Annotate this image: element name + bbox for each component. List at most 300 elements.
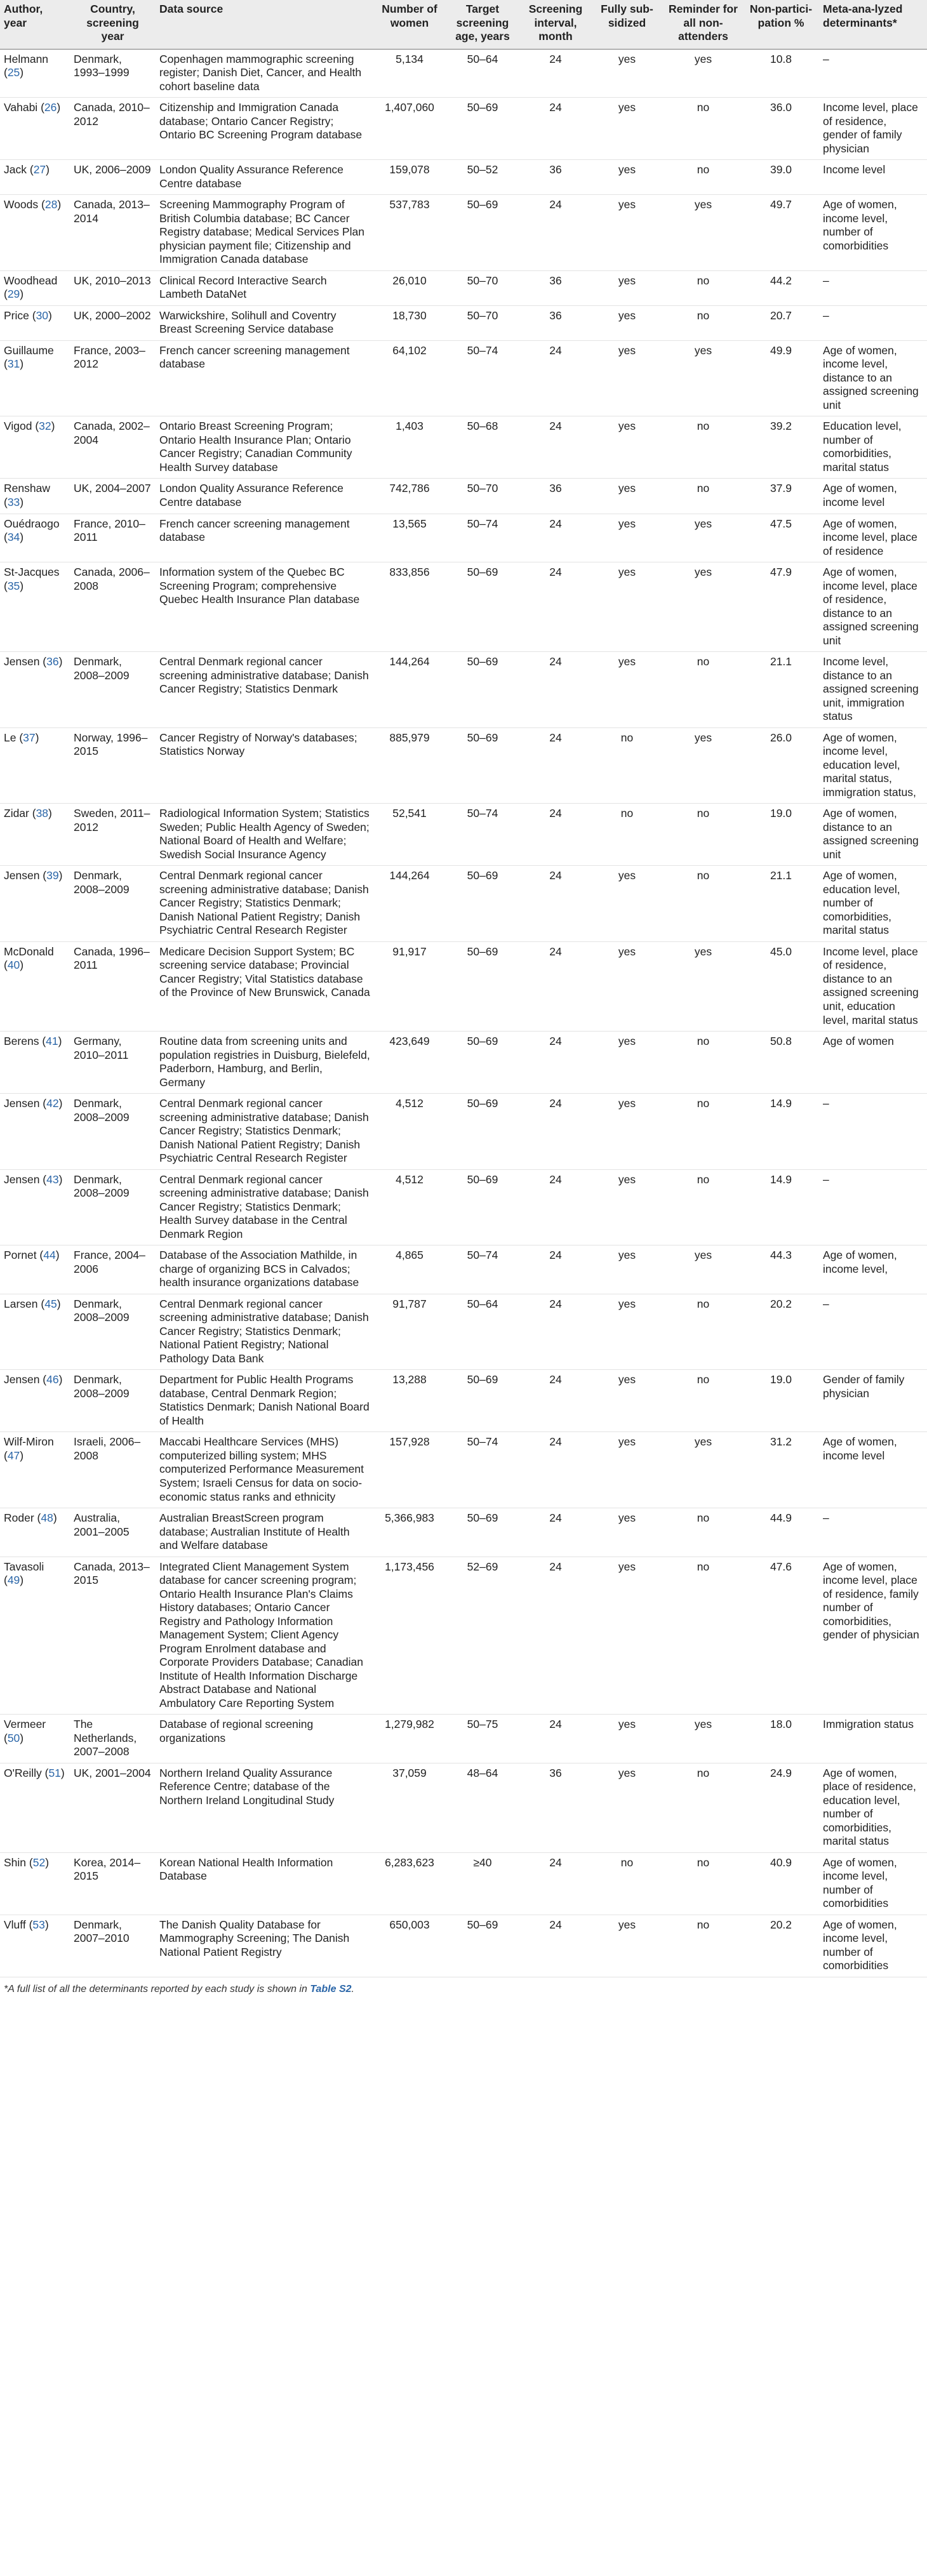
cell-determinants: Income level: [819, 160, 927, 195]
author-name: Shin: [4, 1856, 27, 1869]
cell-data-source: Citizenship and Immigration Canada database; Ontario Cancer Registry; Ontario BC Screening Program database: [156, 98, 375, 160]
cell-nonparticipation: 31.2: [743, 1432, 819, 1508]
cell-data-source: Warwickshire, Solihull and Coventry Breast Screening Service database: [156, 305, 375, 340]
cell-subsidized: yes: [590, 1715, 664, 1763]
author-name: Woods: [4, 198, 39, 211]
cell-subsidized: yes: [590, 479, 664, 514]
cell-number-women: 144,264: [375, 652, 444, 728]
cell-data-source: French cancer screening management database: [156, 514, 375, 562]
cell-reminder: no: [664, 1763, 743, 1852]
cell-reminder: no: [664, 1915, 743, 1977]
cell-number-women: 5,134: [375, 49, 444, 98]
reference-link[interactable]: 28: [44, 198, 58, 211]
cell-determinants: –: [819, 1294, 927, 1370]
reference-link[interactable]: 39: [46, 869, 59, 882]
author-name: Tavasoli: [4, 1560, 44, 1573]
table-row: [0, 652, 927, 728]
cell-country: Denmark, 2008–2009: [70, 652, 156, 728]
cell-nonparticipation: 44.9: [743, 1508, 819, 1557]
cell-target-age: 50–69: [444, 727, 521, 804]
cell-target-age: ≥40: [444, 1852, 521, 1915]
reference-link[interactable]: 41: [46, 1035, 58, 1048]
cell-data-source: Northern Ireland Quality Assurance Reference Centre; database of the Northern Ireland Longitudinal Study: [156, 1763, 375, 1852]
cell-nonparticipation: 49.7: [743, 195, 819, 271]
cell-reminder: no: [664, 1032, 743, 1094]
reference-link[interactable]: 46: [46, 1373, 59, 1386]
cell-target-age: 50–74: [444, 340, 521, 416]
cell-number-women: 1,403: [375, 416, 444, 479]
reference-link[interactable]: 32: [39, 420, 51, 433]
header-subsidized: Fully sub-sidized: [590, 0, 664, 49]
cell-interval: 24: [521, 416, 590, 479]
cell-reminder: yes: [664, 562, 743, 652]
cell-reminder: yes: [664, 1432, 743, 1508]
author-name: Jack: [4, 163, 27, 176]
cell-determinants: –: [819, 1508, 927, 1557]
header-determinants: Meta-ana-lyzed determinants*: [819, 0, 927, 49]
author-name: Jensen: [4, 655, 40, 668]
table-row: [0, 1915, 927, 1977]
reference-link[interactable]: 47: [7, 1449, 20, 1462]
cell-country: UK, 2006–2009: [70, 160, 156, 195]
cell-country: Canada, 1996–2011: [70, 941, 156, 1031]
cell-reminder: no: [664, 866, 743, 942]
cell-reminder: no: [664, 804, 743, 866]
reference-link[interactable]: 42: [46, 1097, 59, 1110]
reference-link[interactable]: 29: [7, 288, 20, 301]
cell-subsidized: yes: [590, 270, 664, 305]
author-name: Larsen: [4, 1297, 38, 1310]
cell-reminder: no: [664, 1852, 743, 1915]
cell-author: Woodhead (29): [0, 270, 70, 305]
cell-country: Norway, 1996–2015: [70, 727, 156, 804]
cell-country: Canada, 2013–2014: [70, 195, 156, 271]
cell-subsidized: yes: [590, 1032, 664, 1094]
cell-nonparticipation: 20.2: [743, 1915, 819, 1977]
cell-country: Denmark, 1993–1999: [70, 49, 156, 98]
author-name: Vigod: [4, 420, 32, 433]
reference-link[interactable]: 27: [33, 163, 46, 176]
cell-country: UK, 2000–2002: [70, 305, 156, 340]
cell-nonparticipation: 19.0: [743, 804, 819, 866]
cell-reminder: yes: [664, 1245, 743, 1294]
table-row: [0, 941, 927, 1031]
cell-subsidized: yes: [590, 98, 664, 160]
cell-determinants: Age of women: [819, 1032, 927, 1094]
cell-country: France, 2004–2006: [70, 1245, 156, 1294]
cell-target-age: 50–75: [444, 1715, 521, 1763]
cell-subsidized: yes: [590, 1294, 664, 1370]
cell-nonparticipation: 39.0: [743, 160, 819, 195]
table-row: [0, 1169, 927, 1245]
reference-link[interactable]: 40: [7, 959, 20, 972]
cell-nonparticipation: 47.5: [743, 514, 819, 562]
cell-subsidized: yes: [590, 1094, 664, 1170]
reference-link[interactable]: 37: [23, 731, 36, 744]
cell-author: Jensen (39): [0, 866, 70, 942]
cell-data-source: Routine data from screening units and population registries in Duisburg, Bielefeld, Paderborn, Hamburg, and Berlin, Germany: [156, 1032, 375, 1094]
cell-data-source: Central Denmark regional cancer screening administrative database; Danish Cancer Registry; Statistics Denmark; Danish National Patient Registry; Danish Psychiatric Central Research Register: [156, 866, 375, 942]
cell-number-women: 4,512: [375, 1169, 444, 1245]
cell-determinants: Immigration status: [819, 1715, 927, 1763]
cell-interval: 24: [521, 1032, 590, 1094]
author-name: Wilf-Miron: [4, 1435, 54, 1449]
cell-reminder: no: [664, 1094, 743, 1170]
cell-author: Le (37): [0, 727, 70, 804]
cell-reminder: no: [664, 1508, 743, 1557]
cell-number-women: 742,786: [375, 479, 444, 514]
cell-number-women: 26,010: [375, 270, 444, 305]
cell-reminder: yes: [664, 1715, 743, 1763]
author-name: Ouédraogo: [4, 517, 60, 530]
header-reminder: Reminder for all non-attenders: [664, 0, 743, 49]
cell-interval: 24: [521, 562, 590, 652]
author-name: Jensen: [4, 1172, 40, 1186]
cell-subsidized: yes: [590, 416, 664, 479]
cell-country: Denmark, 2008–2009: [70, 1169, 156, 1245]
cell-nonparticipation: 37.9: [743, 479, 819, 514]
cell-interval: 24: [521, 514, 590, 562]
cell-number-women: 13,288: [375, 1370, 444, 1432]
table-row: [0, 1763, 927, 1852]
cell-country: Denmark, 2007–2010: [70, 1915, 156, 1977]
reference-link[interactable]: 25: [7, 66, 20, 79]
cell-nonparticipation: 49.9: [743, 340, 819, 416]
cell-determinants: Age of women, distance to an assigned screening unit: [819, 804, 927, 866]
cell-number-women: 91,787: [375, 1294, 444, 1370]
cell-target-age: 50–74: [444, 804, 521, 866]
cell-subsidized: yes: [590, 49, 664, 98]
author-name: Le: [4, 731, 17, 744]
cell-nonparticipation: 21.1: [743, 866, 819, 942]
cell-interval: 24: [521, 1370, 590, 1432]
cell-number-women: 423,649: [375, 1032, 444, 1094]
cell-subsidized: yes: [590, 195, 664, 271]
cell-subsidized: yes: [590, 1763, 664, 1852]
reference-link[interactable]: 38: [36, 807, 49, 820]
table-row: [0, 1432, 927, 1508]
cell-nonparticipation: 19.0: [743, 1370, 819, 1432]
cell-reminder: no: [664, 416, 743, 479]
table-row: [0, 1508, 927, 1557]
author-name: Jensen: [4, 1097, 40, 1110]
cell-determinants: –: [819, 270, 927, 305]
cell-determinants: Income level, distance to an assigned screening unit, immigration status: [819, 652, 927, 728]
cell-target-age: 50–69: [444, 941, 521, 1031]
header-data-source: Data source: [156, 0, 375, 49]
cell-determinants: –: [819, 305, 927, 340]
cell-target-age: 50–69: [444, 866, 521, 942]
table-row: [0, 305, 927, 340]
cell-interval: 24: [521, 866, 590, 942]
table-row: [0, 514, 927, 562]
cell-target-age: 50–69: [444, 1169, 521, 1245]
cell-country: Canada, 2002–2004: [70, 416, 156, 479]
cell-interval: 36: [521, 479, 590, 514]
cell-interval: 24: [521, 1432, 590, 1508]
cell-reminder: yes: [664, 727, 743, 804]
cell-interval: 24: [521, 652, 590, 728]
cell-interval: 24: [521, 804, 590, 866]
reference-link[interactable]: 33: [7, 495, 20, 508]
cell-subsidized: yes: [590, 1245, 664, 1294]
cell-nonparticipation: 21.1: [743, 652, 819, 728]
cell-nonparticipation: 20.7: [743, 305, 819, 340]
table-row: [0, 1852, 927, 1915]
cell-subsidized: yes: [590, 1508, 664, 1557]
cell-target-age: 50–74: [444, 1245, 521, 1294]
cell-nonparticipation: 14.9: [743, 1094, 819, 1170]
cell-author: Jensen (36): [0, 652, 70, 728]
table-row: [0, 1557, 927, 1715]
cell-data-source: Medicare Decision Support System; BC screening service database; Provincial Cancer Registry; Vital Statistics database of the Province of New Brunswick, Canada: [156, 941, 375, 1031]
cell-country: UK, 2010–2013: [70, 270, 156, 305]
cell-author: Guillaume (31): [0, 340, 70, 416]
cell-subsidized: yes: [590, 160, 664, 195]
cell-determinants: Income level, place of residence, distance to an assigned screening unit, education level, marital status: [819, 941, 927, 1031]
cell-interval: 24: [521, 195, 590, 271]
header-target-age: Target screening age, years: [444, 0, 521, 49]
footnote-end: .: [351, 1984, 354, 1995]
cell-determinants: Gender of family physician: [819, 1370, 927, 1432]
cell-target-age: 50–69: [444, 1032, 521, 1094]
author-name: O'Reilly: [4, 1766, 42, 1779]
cell-number-women: 5,366,983: [375, 1508, 444, 1557]
cell-determinants: –: [819, 49, 927, 98]
table-row: [0, 727, 927, 804]
reference-link[interactable]: 26: [44, 101, 57, 114]
cell-subsidized: no: [590, 1852, 664, 1915]
cell-data-source: Radiological Information System; Statistics Sweden; Public Health Agency of Sweden; National Board of Health and Welfare; Swedish Social Insurance Agency: [156, 804, 375, 866]
reference-link[interactable]: 44: [43, 1249, 56, 1262]
cell-interval: 24: [521, 1715, 590, 1763]
cell-reminder: yes: [664, 941, 743, 1031]
cell-number-women: 537,783: [375, 195, 444, 271]
table-row: [0, 49, 927, 98]
cell-subsidized: no: [590, 727, 664, 804]
cell-country: UK, 2001–2004: [70, 1763, 156, 1852]
cell-author: Roder (48): [0, 1508, 70, 1557]
cell-interval: 24: [521, 98, 590, 160]
cell-determinants: Age of women, income level, place of residence, family number of comorbidities, gender of physician: [819, 1557, 927, 1715]
author-name: Woodhead: [4, 274, 58, 287]
cell-determinants: Age of women, education level, number of comorbidities, marital status: [819, 866, 927, 942]
cell-author: Zidar (38): [0, 804, 70, 866]
cell-nonparticipation: 14.9: [743, 1169, 819, 1245]
cell-target-age: 50–69: [444, 1508, 521, 1557]
cell-reminder: no: [664, 1370, 743, 1432]
cell-subsidized: yes: [590, 340, 664, 416]
reference-link[interactable]: 45: [44, 1297, 57, 1310]
cell-target-age: 50–52: [444, 160, 521, 195]
cell-data-source: Central Denmark regional cancer screening administrative database; Danish Cancer Registry; Statistics Denmark; Health Survey database in the Central Denmark Region: [156, 1169, 375, 1245]
cell-author: Vermeer (50): [0, 1715, 70, 1763]
cell-author: Vluff (53): [0, 1915, 70, 1977]
reference-link[interactable]: 34: [7, 531, 20, 544]
header-row: [0, 0, 927, 49]
cell-data-source: French cancer screening management database: [156, 340, 375, 416]
cell-target-age: 50–74: [444, 1432, 521, 1508]
table-row: [0, 1370, 927, 1432]
cell-target-age: 50–69: [444, 652, 521, 728]
cell-number-women: 650,003: [375, 1915, 444, 1977]
reference-link[interactable]: 35: [7, 579, 20, 592]
cell-data-source: The Danish Quality Database for Mammography Screening; The Danish National Patient Registry: [156, 1915, 375, 1977]
cell-subsidized: yes: [590, 1370, 664, 1432]
reference-link[interactable]: 30: [36, 309, 49, 322]
table-row: [0, 562, 927, 652]
header-author: Author, year: [0, 0, 70, 49]
author-name: Price: [4, 309, 29, 322]
cell-interval: 24: [521, 49, 590, 98]
cell-determinants: Age of women, place of residence, education level, number of comorbidities, marital status: [819, 1763, 927, 1852]
cell-interval: 24: [521, 941, 590, 1031]
reference-link[interactable]: 36: [46, 655, 59, 668]
cell-author: Pornet (44): [0, 1245, 70, 1294]
cell-determinants: Age of women, income level, distance to an assigned screening unit: [819, 340, 927, 416]
cell-subsidized: yes: [590, 562, 664, 652]
cell-data-source: Screening Mammography Program of British Columbia database; BC Cancer Registry database; Medical Services Plan physician payment file; Citizenship and Immigration Canada database: [156, 195, 375, 271]
author-name: Vluff: [4, 1918, 26, 1931]
cell-data-source: Department for Public Health Programs database, Central Denmark Region; Statistics Denmark; Danish National Board of Health: [156, 1370, 375, 1432]
cell-number-women: 4,865: [375, 1245, 444, 1294]
author-name: Vahabi: [4, 101, 38, 114]
header-country: Country, screening year: [70, 0, 156, 49]
author-name: Pornet: [4, 1249, 37, 1262]
cell-target-age: 50–64: [444, 1294, 521, 1370]
cell-country: Denmark, 2008–2009: [70, 866, 156, 942]
cell-number-women: 833,856: [375, 562, 444, 652]
cell-author: Price (30): [0, 305, 70, 340]
cell-number-women: 159,078: [375, 160, 444, 195]
cell-number-women: 1,173,456: [375, 1557, 444, 1715]
cell-subsidized: yes: [590, 1432, 664, 1508]
header-interval: Screening interval, month: [521, 0, 590, 49]
cell-target-age: 50–74: [444, 514, 521, 562]
cell-nonparticipation: 18.0: [743, 1715, 819, 1763]
cell-data-source: London Quality Assurance Reference Centre database: [156, 160, 375, 195]
cell-number-women: 6,283,623: [375, 1852, 444, 1915]
cell-interval: 24: [521, 1915, 590, 1977]
cell-data-source: London Quality Assurance Reference Centre database: [156, 479, 375, 514]
table-row: [0, 804, 927, 866]
header-nonparticipation: Non-partici-pation %: [743, 0, 819, 49]
cell-author: Jensen (43): [0, 1169, 70, 1245]
cell-country: Sweden, 2011–2012: [70, 804, 156, 866]
cell-nonparticipation: 44.2: [743, 270, 819, 305]
reference-link[interactable]: 31: [7, 357, 20, 371]
cell-country: Canada, 2013–2015: [70, 1557, 156, 1715]
author-name: Guillaume: [4, 343, 54, 357]
cell-data-source: Central Denmark regional cancer screening administrative database; Danish Cancer Registry; Statistics Denmark: [156, 652, 375, 728]
cell-determinants: –: [819, 1169, 927, 1245]
table-footnote: [0, 1977, 927, 2002]
reference-link[interactable]: 49: [7, 1574, 20, 1587]
cell-interval: 36: [521, 1763, 590, 1852]
cell-target-age: 50–69: [444, 1915, 521, 1977]
footnote-link[interactable]: Table S2: [310, 1984, 352, 1995]
cell-author: Vahabi (26): [0, 98, 70, 160]
cell-subsidized: yes: [590, 866, 664, 942]
cell-author: Shin (52): [0, 1852, 70, 1915]
cell-nonparticipation: 50.8: [743, 1032, 819, 1094]
table-row: [0, 270, 927, 305]
cell-number-women: 157,928: [375, 1432, 444, 1508]
cell-determinants: Income level, place of residence, gender of family physician: [819, 98, 927, 160]
cell-number-women: 4,512: [375, 1094, 444, 1170]
cell-country: Canada, 2006–2008: [70, 562, 156, 652]
footnote-text: *A full list of all the determinants reported by each study is shown in: [4, 1984, 310, 1995]
cell-country: Germany, 2010–2011: [70, 1032, 156, 1094]
cell-country: The Netherlands, 2007–2008: [70, 1715, 156, 1763]
cell-nonparticipation: 36.0: [743, 98, 819, 160]
reference-link[interactable]: 43: [46, 1172, 59, 1186]
cell-interval: 36: [521, 160, 590, 195]
cell-determinants: Age of women, income level, place of residence: [819, 514, 927, 562]
cell-target-age: 50–69: [444, 1370, 521, 1432]
cell-subsidized: yes: [590, 652, 664, 728]
cell-interval: 24: [521, 1245, 590, 1294]
cell-target-age: 52–69: [444, 1557, 521, 1715]
cell-reminder: no: [664, 1169, 743, 1245]
cell-number-women: 91,917: [375, 941, 444, 1031]
cell-target-age: 50–64: [444, 49, 521, 98]
table-row: [0, 1715, 927, 1763]
cell-nonparticipation: 24.9: [743, 1763, 819, 1852]
cell-reminder: no: [664, 305, 743, 340]
table-row: [0, 195, 927, 271]
reference-link[interactable]: 53: [32, 1918, 45, 1931]
cell-author: St-Jacques (35): [0, 562, 70, 652]
cell-data-source: Ontario Breast Screening Program; Ontario Health Insurance Plan; Ontario Cancer Registry; Canadian Community Health Survey database: [156, 416, 375, 479]
cell-number-women: 37,059: [375, 1763, 444, 1852]
cell-author: Jack (27): [0, 160, 70, 195]
cell-country: UK, 2004–2007: [70, 479, 156, 514]
reference-link[interactable]: 52: [32, 1856, 46, 1869]
cell-reminder: no: [664, 1557, 743, 1715]
cell-reminder: no: [664, 479, 743, 514]
cell-author: Helmann (25): [0, 49, 70, 98]
reference-link[interactable]: 48: [41, 1511, 53, 1525]
cell-reminder: no: [664, 270, 743, 305]
cell-determinants: Age of women, income level, number of comorbidities: [819, 1915, 927, 1977]
cell-target-age: 50–70: [444, 305, 521, 340]
cell-determinants: Education level, number of comorbidities, marital status: [819, 416, 927, 479]
cell-reminder: no: [664, 652, 743, 728]
table-row: [0, 160, 927, 195]
cell-country: Canada, 2010–2012: [70, 98, 156, 160]
cell-data-source: Maccabi Healthcare Services (MHS) computerized billing system; MHS computerized Performance Measurement System; Israeli Census for data on socio-economic status ranks and ethnicity: [156, 1432, 375, 1508]
reference-link[interactable]: 50: [7, 1731, 20, 1744]
table-row: [0, 1294, 927, 1370]
cell-number-women: 1,407,060: [375, 98, 444, 160]
reference-link[interactable]: 51: [48, 1766, 61, 1779]
header-number-women: Number of women: [375, 0, 444, 49]
cell-number-women: 13,565: [375, 514, 444, 562]
cell-reminder: no: [664, 98, 743, 160]
cell-nonparticipation: 39.2: [743, 416, 819, 479]
cell-author: McDonald (40): [0, 941, 70, 1031]
cell-target-age: 50–69: [444, 195, 521, 271]
cell-interval: 24: [521, 1169, 590, 1245]
cell-country: Israeli, 2006–2008: [70, 1432, 156, 1508]
cell-interval: 24: [521, 1294, 590, 1370]
author-name: McDonald: [4, 945, 54, 958]
author-name: Vermeer: [4, 1718, 46, 1731]
cell-nonparticipation: 47.6: [743, 1557, 819, 1715]
cell-target-age: 50–70: [444, 479, 521, 514]
cell-interval: 24: [521, 1508, 590, 1557]
